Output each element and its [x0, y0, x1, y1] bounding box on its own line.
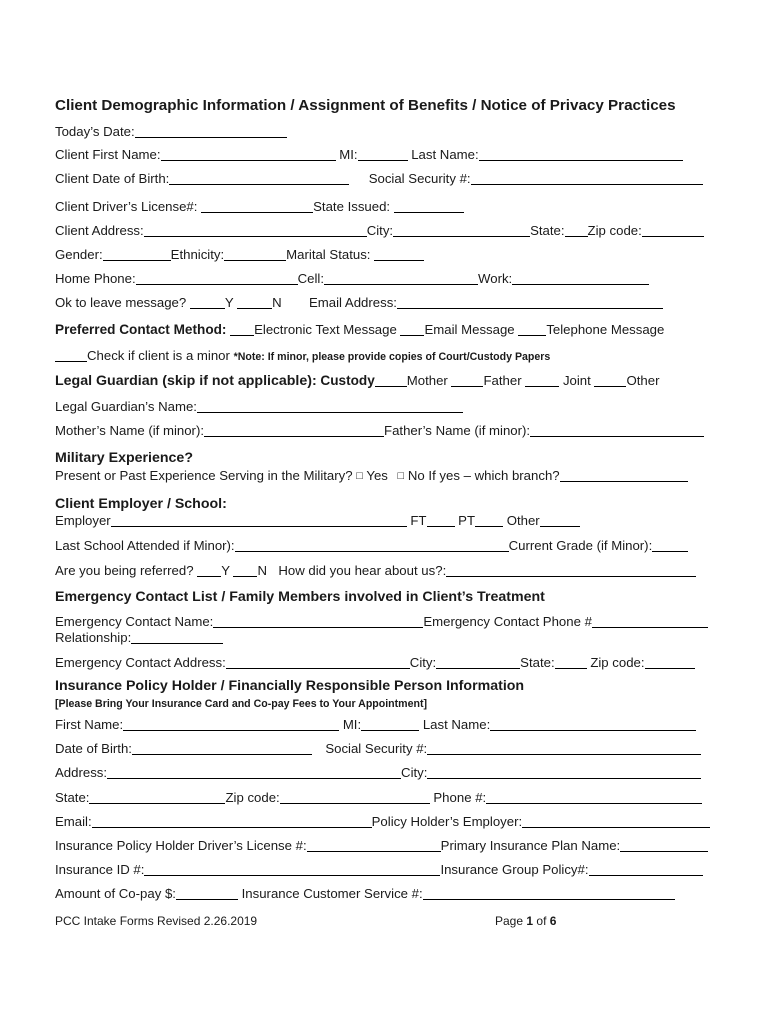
ins-email-label: Email: [55, 814, 92, 829]
emergency-phone-field[interactable] [592, 615, 708, 628]
footer-page-number [495, 914, 556, 928]
ins-copay-label: Amount of Co-pay $: [55, 886, 176, 901]
row-referred [55, 563, 696, 579]
custody-father-label: Father [483, 373, 522, 388]
last-name-label: Last Name: [411, 147, 479, 162]
row-client-name [55, 147, 683, 163]
city-label: City: [366, 223, 394, 238]
ethnicity-field[interactable] [224, 248, 286, 261]
marital-label: Marital Status: [286, 247, 371, 262]
row-gender [55, 247, 424, 263]
military-yes-checkbox[interactable]: □ [356, 470, 363, 482]
fathers-name-label: Father’s Name (if minor): [384, 423, 531, 438]
row-insurance-heading [55, 678, 524, 694]
ssn-label: Social Security #: [368, 171, 471, 186]
emergency-zip-field[interactable] [645, 656, 695, 669]
row-phones [55, 271, 649, 287]
ins-address-label: Address: [55, 765, 108, 780]
last-school-field[interactable] [235, 539, 509, 552]
row-ins-email [55, 814, 710, 830]
state-issued-field[interactable] [394, 200, 464, 213]
ins-zip-label: Zip code: [225, 790, 280, 805]
ins-mi-field[interactable] [361, 718, 419, 731]
state-label: State: [530, 223, 565, 238]
military-branch-label: If yes – which branch? [428, 468, 560, 483]
ethnicity-label: Ethnicity: [170, 247, 225, 262]
dob-label: Client Date of Birth: [55, 171, 170, 186]
row-relationship [55, 630, 223, 646]
military-yes-label: Yes [366, 468, 388, 483]
row-employer [55, 513, 580, 529]
guardian-name-label: Legal Guardian’s Name: [55, 399, 197, 414]
row-guardian-name [55, 399, 463, 415]
ins-address-field[interactable] [107, 766, 401, 779]
insurance-heading: Insurance Policy Holder / Financially Responsible Person Information [55, 678, 525, 694]
work-label: Work: [478, 271, 513, 286]
referred-yes-label: Y [221, 563, 230, 578]
row-emergency-heading [55, 589, 545, 605]
row-parent-names [55, 423, 704, 439]
row-employer-heading [55, 496, 227, 512]
ins-state-label: State: [55, 790, 90, 805]
referred-no-label: N [257, 563, 267, 578]
ins-license-label: Insurance Policy Holder Driver’s License #: [55, 838, 307, 853]
address-field[interactable] [144, 224, 367, 237]
ins-last-name-field[interactable] [490, 718, 696, 731]
contact-email-field[interactable] [400, 323, 424, 336]
military-no-checkbox[interactable]: □ [397, 470, 405, 482]
ins-state-field[interactable] [89, 791, 225, 804]
pt-label: PT [458, 513, 476, 528]
emergency-heading: Emergency Contact List / Family Members involved in Client’s Treatment [55, 589, 545, 605]
military-heading: Military Experience? [55, 450, 193, 466]
form-title: Client Demographic Information / Assignment of Benefits / Notice of Privacy Practices [55, 97, 676, 114]
ins-service-label: Insurance Customer Service #: [241, 886, 423, 901]
row-emergency-name [55, 614, 708, 630]
ok-yes-label: Y [224, 295, 234, 310]
employer-field[interactable] [111, 514, 407, 527]
row-ok-message [55, 295, 663, 311]
email-field[interactable] [397, 296, 663, 309]
address-label: Client Address: [55, 223, 144, 238]
row-client-address [55, 223, 704, 239]
custody-father-field[interactable] [451, 374, 483, 387]
relationship-label: Relationship: [55, 630, 132, 645]
ins-dob-label: Date of Birth: [55, 741, 132, 756]
marital-field[interactable] [374, 248, 424, 261]
pt-field[interactable] [475, 514, 503, 527]
row-ins-license [55, 838, 708, 854]
ok-no-field[interactable] [237, 296, 272, 309]
row-ins-name [55, 717, 696, 733]
ins-service-field[interactable] [423, 887, 675, 900]
cell-field[interactable] [324, 272, 478, 285]
row-emergency-address [55, 655, 695, 671]
ins-id-field[interactable] [144, 863, 440, 876]
city-field[interactable] [393, 224, 530, 237]
custody-joint-field[interactable] [525, 374, 559, 387]
ins-phone-label: Phone #: [433, 790, 487, 805]
email-label: Email Address: [309, 295, 397, 310]
footer-page-current: 1 [526, 914, 534, 928]
row-drivers-license [55, 199, 464, 215]
row-ins-copay [55, 886, 675, 902]
ins-ssn-label: Social Security #: [325, 741, 428, 756]
ins-group-label: Insurance Group Policy#: [440, 862, 589, 877]
ssn-field[interactable] [471, 172, 703, 185]
gender-label: Gender: [55, 247, 103, 262]
row-todays-date [55, 124, 287, 140]
ok-message-label: Ok to leave message? [55, 295, 187, 310]
cell-label: Cell: [297, 271, 325, 286]
dob-field[interactable] [169, 172, 349, 185]
state-issued-label: State Issued: [313, 199, 391, 214]
ins-plan-label: Primary Insurance Plan Name: [440, 838, 621, 853]
ins-email-field[interactable] [92, 815, 372, 828]
minor-note: *Note: If minor, please provide copies of Court/Custody Papers [233, 351, 551, 363]
military-question: Present or Past Experience Serving in the Military? [55, 468, 353, 483]
referred-label: Are you being referred? [55, 563, 194, 578]
emergency-state-label: State: [520, 655, 555, 670]
fathers-name-field[interactable] [530, 424, 704, 437]
first-name-field[interactable] [161, 148, 336, 161]
row-military-question [55, 468, 688, 484]
employer-label: Employer [55, 513, 111, 528]
footer-page-total: 6 [549, 914, 557, 928]
ins-last-name-label: Last Name: [422, 717, 491, 732]
work-field[interactable] [512, 272, 649, 285]
employer-heading: Client Employer / School: [55, 496, 227, 512]
ins-plan-field[interactable] [620, 839, 708, 852]
ins-zip-field[interactable] [280, 791, 430, 804]
row-minor-check [55, 348, 550, 365]
emergency-address-field[interactable] [226, 656, 410, 669]
ok-no-label: N [272, 295, 282, 310]
ins-city-label: City: [401, 765, 428, 780]
last-school-label: Last School Attended if Minor): [55, 538, 235, 553]
drivers-license-label: Client Driver’s License#: [55, 199, 198, 214]
custody-joint-label: Joint [562, 373, 591, 388]
emergency-zip-label: Zip code: [590, 655, 645, 670]
row-legal-guardian [55, 373, 659, 389]
ins-employer-field[interactable] [522, 815, 710, 828]
row-ins-state [55, 790, 702, 806]
row-military-heading [55, 450, 193, 466]
ft-label: FT [410, 513, 427, 528]
mi-label: MI: [339, 147, 358, 162]
minor-check-field[interactable] [55, 349, 87, 362]
preferred-contact-label: Preferred Contact Method: [55, 322, 227, 337]
ins-copay-field[interactable] [176, 887, 238, 900]
ins-dob-field[interactable] [132, 742, 312, 755]
mothers-name-field[interactable] [204, 424, 384, 437]
ins-first-name-label: First Name: [55, 717, 124, 732]
insurance-subheading: [Please Bring Your Insurance Card and Co-pay Fees to Your Appointment] [55, 698, 428, 710]
minor-check-label: Check if client is a minor [87, 348, 230, 363]
relationship-field[interactable] [131, 631, 223, 644]
footer-revision: PCC Intake Forms Revised 2.26.2019 [55, 914, 258, 928]
row-insurance-subheading [55, 695, 427, 712]
other-field[interactable] [540, 514, 580, 527]
row-ins-id [55, 862, 703, 878]
row-ins-address [55, 765, 701, 781]
ins-ssn-field[interactable] [427, 742, 701, 755]
last-name-field[interactable] [479, 148, 683, 161]
ins-employer-label: Policy Holder’s Employer: [371, 814, 523, 829]
ft-field[interactable] [427, 514, 455, 527]
custody-mother-label: Mother [406, 373, 448, 388]
gender-field[interactable] [103, 248, 171, 261]
contact-phone-field[interactable] [518, 323, 546, 336]
ins-mi-label: MI: [342, 717, 362, 732]
referred-no-field[interactable] [233, 564, 257, 577]
ins-id-label: Insurance ID #: [55, 862, 145, 877]
state-field[interactable] [565, 224, 588, 237]
emergency-name-label: Emergency Contact Name: [55, 614, 214, 629]
hear-label: How did you hear about us?: [278, 563, 447, 578]
ins-city-field[interactable] [427, 766, 701, 779]
zip-field[interactable] [642, 224, 704, 237]
emergency-city-field[interactable] [436, 656, 520, 669]
ins-group-field[interactable] [589, 863, 703, 876]
home-phone-field[interactable] [136, 272, 298, 285]
ins-phone-field[interactable] [486, 791, 702, 804]
row-preferred-contact [55, 322, 664, 338]
emergency-city-label: City: [409, 655, 437, 670]
referred-yes-field[interactable] [197, 564, 221, 577]
grade-label: Current Grade (if Minor): [508, 538, 653, 553]
row-client-dob [55, 171, 703, 187]
todays-date-field[interactable] [135, 125, 287, 138]
mi-field[interactable] [358, 148, 408, 161]
contact-phone-label: Telephone Message [546, 322, 665, 337]
emergency-address-label: Emergency Contact Address: [55, 655, 226, 670]
footer-page-word: Page [495, 914, 524, 928]
emergency-name-field[interactable] [213, 615, 423, 628]
military-branch-field[interactable] [560, 469, 688, 482]
contact-text-label: Electronic Text Message [254, 322, 397, 337]
custody-mother-field[interactable] [375, 374, 407, 387]
custody-other-field[interactable] [594, 374, 626, 387]
ok-yes-field[interactable] [190, 296, 225, 309]
other-label: Other [506, 513, 540, 528]
footer-of-word: of [536, 914, 547, 928]
custody-label: Custody [320, 373, 375, 388]
ins-first-name-field[interactable] [123, 718, 339, 731]
todays-date-label: Today’s Date: [55, 124, 135, 139]
hear-field[interactable] [446, 564, 696, 577]
first-name-label: Client First Name: [55, 147, 161, 162]
emergency-state-field[interactable] [555, 656, 587, 669]
emergency-phone-label: Emergency Contact Phone # [423, 614, 592, 629]
home-phone-label: Home Phone: [55, 271, 136, 286]
grade-field[interactable] [652, 539, 688, 552]
contact-text-field[interactable] [230, 323, 254, 336]
row-ins-dob [55, 741, 701, 757]
mothers-name-label: Mother’s Name (if minor): [55, 423, 205, 438]
zip-label: Zip code: [587, 223, 642, 238]
drivers-license-field[interactable] [201, 200, 313, 213]
legal-guardian-heading: Legal Guardian (skip if not applicable): [55, 373, 317, 389]
row-last-school [55, 538, 688, 554]
contact-email-label: Email Message [424, 322, 515, 337]
ins-license-field[interactable] [307, 839, 441, 852]
custody-other-label: Other [626, 373, 660, 388]
guardian-name-field[interactable] [197, 400, 463, 413]
military-no-label: No [407, 468, 425, 483]
